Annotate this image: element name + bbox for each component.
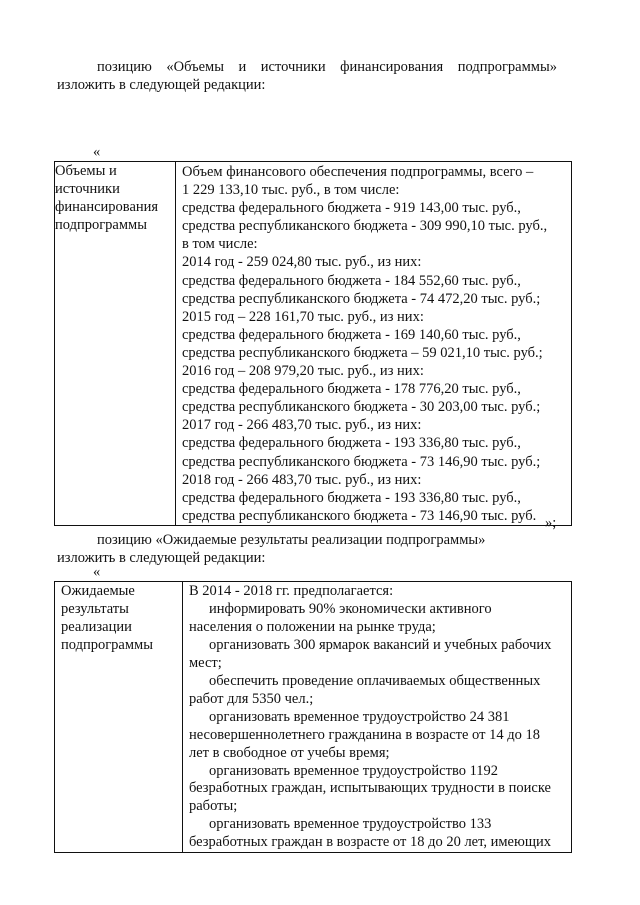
financing-line: средства федерального бюджета - 178 776,20 тыс. руб., xyxy=(182,381,521,398)
financing-label-line: источники xyxy=(55,181,120,198)
financing-line: 2014 год - 259 024,80 тыс. руб., из них: xyxy=(182,254,422,271)
results-line: населения о положении на рынке труда; xyxy=(189,618,436,635)
intro2-line1: позицию «Ожидаемые результаты реализации подпрограммы» xyxy=(97,532,486,548)
results-line: безработных граждан, испытывающих трудности в поиске xyxy=(189,780,551,797)
financing-line: 2015 год – 228 161,70 тыс. руб., из них: xyxy=(182,308,424,325)
intro1-word: подпрограммы» xyxy=(457,59,557,75)
financing-line: средства федерального бюджета - 919 143,00 тыс. руб., xyxy=(182,200,521,217)
results-line: мест; xyxy=(189,654,222,671)
financing-label-line: подпрограммы xyxy=(55,217,147,234)
close-quote-1: »; xyxy=(545,515,557,531)
results-line: организовать временное трудоустройство 1192 xyxy=(209,762,499,779)
results-line: лет в свободное от учебы время; xyxy=(189,744,390,761)
results-line: организовать 300 ярмарок вакансий и учебных рабочих xyxy=(209,636,552,653)
financing-table xyxy=(54,161,572,526)
intro1-line2: изложить в следующей редакции: xyxy=(57,77,266,93)
financing-line: 2018 год - 266 483,70 тыс. руб., из них: xyxy=(182,471,422,488)
results-line: информировать 90% экономически активного xyxy=(209,600,492,617)
intro2-line2: изложить в следующей редакции: xyxy=(57,550,266,566)
financing-line: средства республиканского бюджета - 74 472,20 тыс. руб.; xyxy=(182,290,541,307)
intro1-word: источники xyxy=(260,59,326,75)
financing-line: 2016 год – 208 979,20 тыс. руб., из них: xyxy=(182,363,424,380)
open-quote-2: « xyxy=(93,564,101,580)
financing-line: средства республиканского бюджета - 73 146,90 тыс. руб. xyxy=(182,507,537,524)
financing-line: Объем финансового обеспечения подпрограммы, всего – xyxy=(182,164,534,180)
financing-line: средства федерального бюджета - 169 140,60 тыс. руб., xyxy=(182,326,521,343)
results-label-line: реализации xyxy=(61,618,132,635)
results-line: работ для 5350 чел.; xyxy=(189,690,314,707)
results-label-line: подпрограммы xyxy=(61,636,153,653)
results-table xyxy=(54,581,572,853)
financing-line: средства республиканского бюджета - 30 203,00 тыс. руб.; xyxy=(182,399,541,416)
results-label-line: результаты xyxy=(61,600,129,617)
results-line: несовершеннолетнего гражданина в возрасте от 14 до 18 xyxy=(189,726,540,743)
open-quote-1: « xyxy=(93,144,101,160)
financing-line: 2017 год - 266 483,70 тыс. руб., из них: xyxy=(182,417,422,434)
financing-line: средства федерального бюджета - 184 552,60 тыс. руб., xyxy=(182,272,521,289)
results-label-cell xyxy=(55,582,183,853)
intro1-word: и xyxy=(238,59,247,75)
financing-line: средства федерального бюджета - 193 336,80 тыс. руб., xyxy=(182,489,521,506)
financing-label-line: финансирования xyxy=(55,199,159,216)
results-line: обеспечить проведение оплачиваемых общественных xyxy=(209,672,541,689)
financing-label-line: Объемы и xyxy=(55,163,117,179)
financing-line: средства федерального бюджета - 193 336,80 тыс. руб., xyxy=(182,435,521,452)
intro1-word: «Объемы xyxy=(166,59,224,75)
financing-label-cell xyxy=(55,162,176,526)
financing-line: 1 229 133,10 тыс. руб., в том числе: xyxy=(182,182,400,199)
results-content-cell xyxy=(183,582,572,853)
financing-content-cell xyxy=(176,162,572,526)
financing-line: в том числе: xyxy=(182,236,258,253)
financing-line: средства республиканского бюджета - 309 990,10 тыс. руб., xyxy=(182,218,548,235)
intro-paragraph-1 xyxy=(97,58,557,76)
results-line: В 2014 - 2018 гг. предполагается: xyxy=(189,583,394,599)
results-line: безработных граждан в возрасте от 18 до 20 лет, имеющих xyxy=(189,834,551,851)
results-line: организовать временное трудоустройство 24 381 xyxy=(209,708,510,725)
intro1-word: финансирования xyxy=(340,59,444,75)
results-label-line: Ожидаемые xyxy=(61,583,135,599)
intro1-word: позицию xyxy=(97,59,152,75)
results-line: организовать временное трудоустройство 133 xyxy=(209,816,492,833)
financing-line: средства республиканского бюджета – 59 021,10 тыс. руб.; xyxy=(182,344,543,361)
results-line: работы; xyxy=(189,798,238,815)
financing-line: средства республиканского бюджета - 73 146,90 тыс. руб.; xyxy=(182,453,541,470)
